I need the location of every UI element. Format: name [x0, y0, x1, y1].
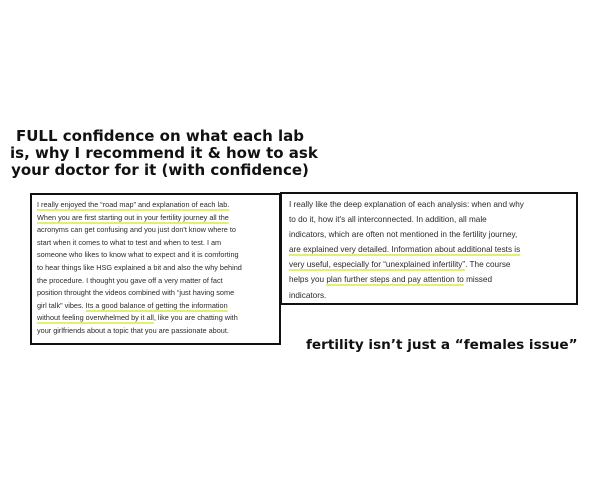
review-line: someone who likes to know what to expect and it is comforting [37, 250, 239, 260]
review-line: start when it comes to what to test and when to test. I am [37, 237, 222, 247]
review-line: acronyms can get confusing and you just don't know where to [37, 225, 236, 235]
review-line: to hear things like HSG explained a bit and also the why behind [37, 262, 242, 272]
highlighted-text: very useful, especially for “unexplained infertility” [289, 260, 466, 270]
headline-line: FULL confidence on what each lab [16, 127, 304, 145]
review-line: to do it, how it's all interconnected. In addition, all male [289, 215, 487, 225]
highlighted-text: Information about additional tests is [391, 245, 521, 255]
highlighted-text: I really enjoyed the “road map” and explanation of each lab. [37, 200, 230, 209]
headline-line: your doctor for it (with confidence) [11, 161, 309, 179]
headline [10, 127, 318, 179]
right-review-card [280, 192, 578, 305]
caption: fertility isn’t just a “females issue” [306, 337, 578, 353]
review-line: indicators, which are often not mentioned in the fertility journey, [289, 230, 518, 240]
review-line: indicators. [289, 290, 327, 300]
highlighted-text: without feeling overwhelmed by it all [37, 313, 154, 323]
review-line [37, 212, 275, 225]
review-text: missed [463, 275, 493, 285]
left-review-card [30, 193, 281, 345]
highlighted-text: are explained very detailed. [289, 245, 392, 255]
review-line: position throught the videos combined with “just having some [37, 288, 235, 298]
headline-line: is, why I recommend it & how to ask [10, 144, 318, 162]
review-line [289, 257, 571, 272]
highlighted-text: Its a good balance of getting the information [85, 300, 228, 310]
review-line [37, 312, 275, 325]
review-text: girl talk” vibes. [37, 300, 86, 310]
review-line: the procedure. I thought you gave off a very matter of fact [37, 275, 223, 285]
review-line [37, 300, 275, 313]
review-text: . The course [465, 260, 511, 270]
highlighted-text: plan further steps and pay attention to [326, 275, 464, 285]
review-line [289, 242, 571, 257]
review-text: , like you are chatting with [153, 313, 238, 323]
review-line [37, 199, 275, 212]
review-line: I really like the deep explanation of each analysis: when and why [289, 200, 524, 209]
review-line: your girlfriends about a topic that you are passionate about. [37, 325, 229, 335]
review-text: helps you [289, 275, 327, 285]
review-line [289, 272, 571, 287]
highlighted-text: When you are first starting out in your fertility journey all the [37, 212, 229, 222]
